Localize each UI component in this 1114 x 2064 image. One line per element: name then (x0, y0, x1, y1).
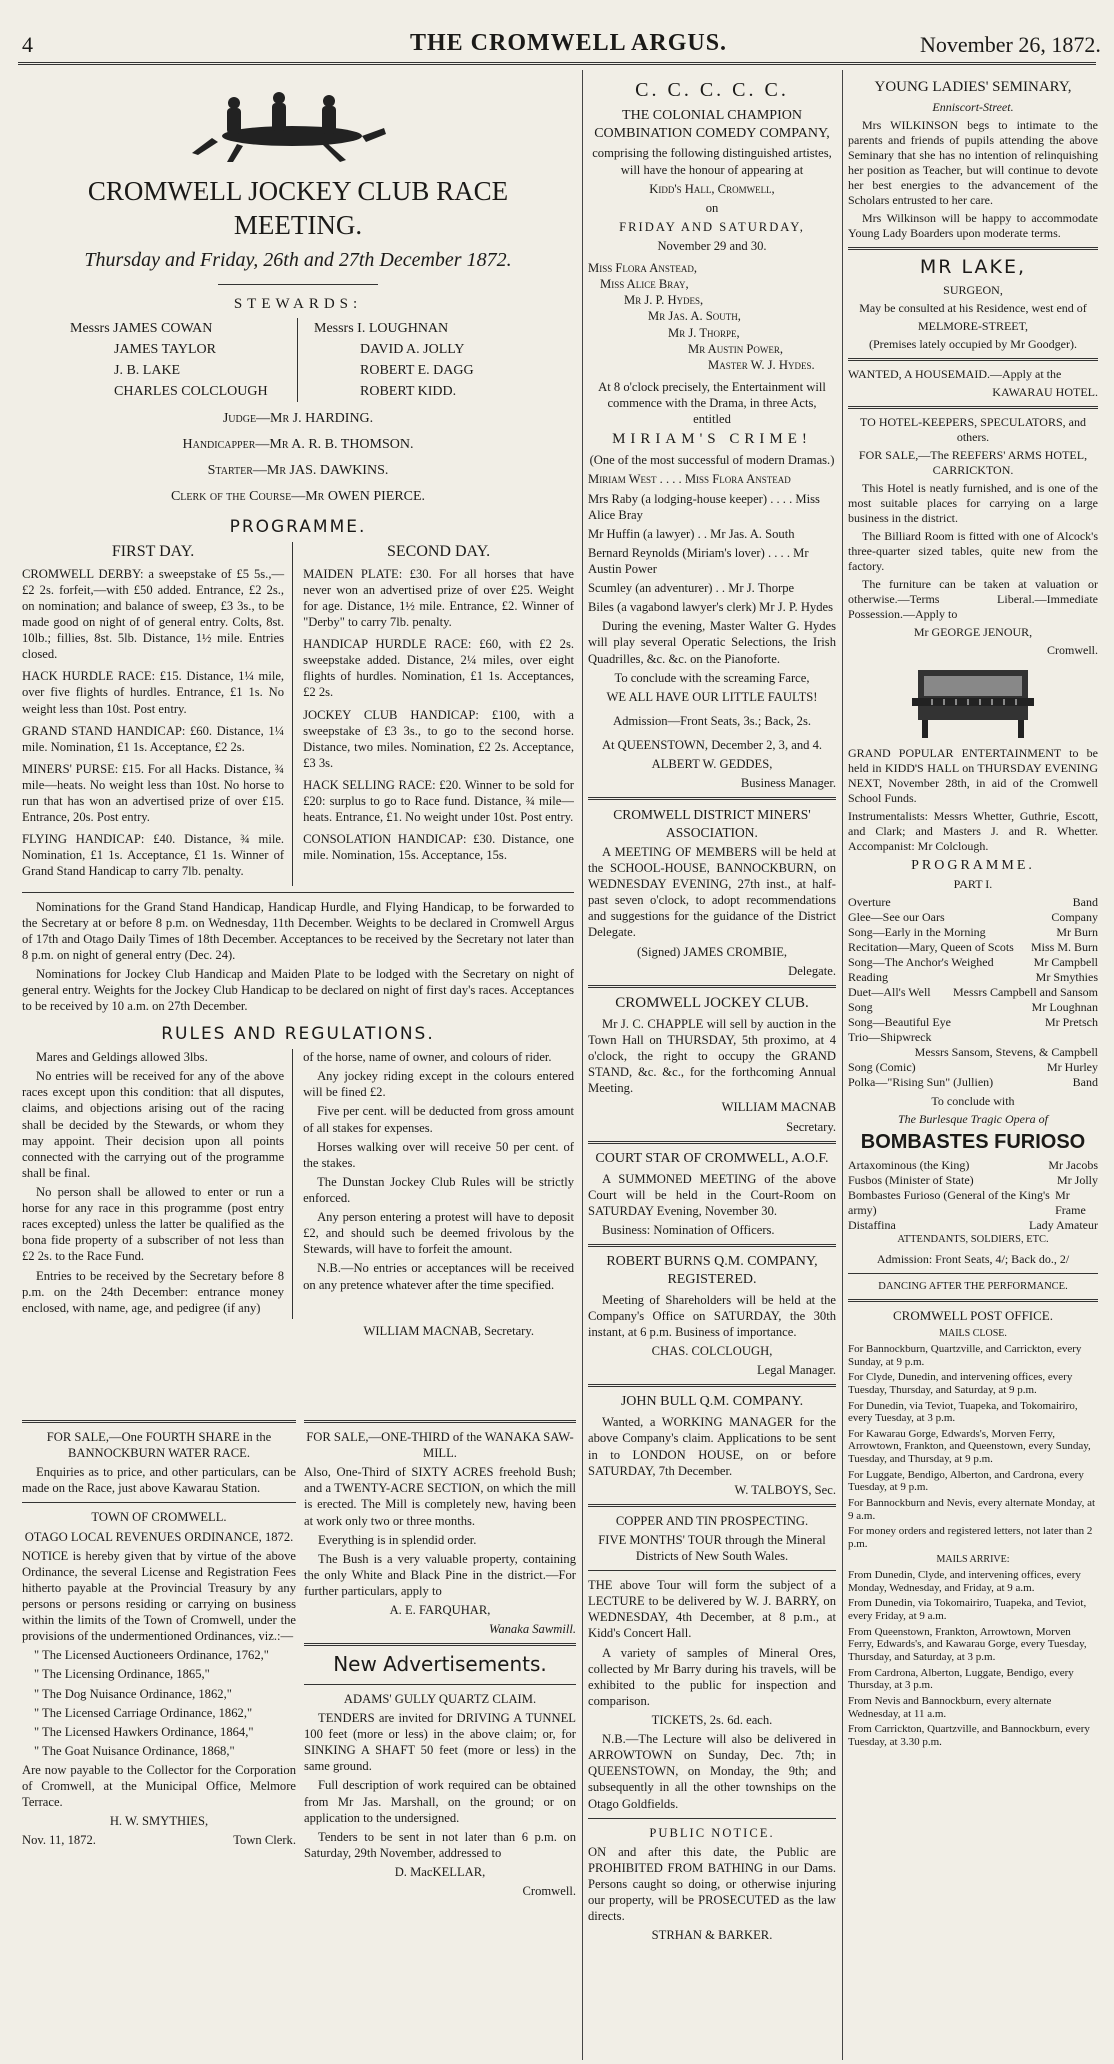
programme-items (848, 895, 1098, 1090)
seminary-body: Mrs WILKINSON begs to intimate to the parents and friends of pupils attending the above Seminary that she has no intention of relinquishing her position as Teacher, but will continue to devote her best energies to the advancement of the Scholars entrusted to her care. (848, 117, 1098, 207)
miners-title: CROMWELL DISTRICT MINERS' ASSOCIATION. (613, 807, 811, 840)
programme-item: Reading Mr Smythies (848, 970, 1098, 984)
adams-gully-text: Tenders to be sent in not later than 6 p.m. on Saturday, 29th November, addressed to (304, 1829, 576, 1860)
first-day (22, 542, 293, 885)
notice-body: NOTICE is hereby given that by virtue of the above Ordinance, the several License and Registration Fees hitherto payable at the Provincial Treasury by any persons or persons residing or carrying on business within the limits of the Town of Cromwell, under the provisions of the undermentioned Ordinances, viz.:— (22, 1548, 296, 1644)
role-line: Mr Huffin (a lawyer) . . Mr Jas. A. South (588, 526, 795, 541)
sawmill-signer: A. E. FARQUHAR, (389, 1603, 491, 1618)
role-line: Mrs Raby (a lodging-house keeper) . . . . Miss Alice Bray (588, 491, 820, 522)
mail-arrive-item: From Dunedin, via Tokomairiro, Tuapeka, and Teviot, every Friday, at 9 a.m. (848, 1597, 1087, 1623)
share-sale-body: Enquiries as to price, and other particulars, can be made on the Race, just above Kawarau Station. (22, 1465, 296, 1496)
race-item: HACK SELLING RACE: £20. Winner to be sold for £20: surplus to go to Race fund. Distance, ¾ mile—heats. Entrance, £1. No weight under 10st. Post entry. (303, 777, 574, 825)
rules-heading: RULES AND REGULATIONS. (161, 1024, 435, 1045)
mail-close-item: For Luggate, Bendigo, Alberton, and Cardrona, every Tuesday, at 9 p.m. (848, 1468, 1084, 1494)
programme-item: Duet—All's Well Messrs Campbell and Sansom (848, 985, 1098, 999)
drama-note: (One of the most successful of modern Dramas.) (589, 453, 835, 468)
official-handicapper: Handicapper—Mr A. R. B. THOMSON. (182, 436, 414, 452)
tin-tickets: TICKETS, 2s. 6d. each. (651, 1713, 773, 1728)
public-notice-title: PUBLIC NOTICE. (649, 1825, 775, 1840)
robert-burns-role: Legal Manager. (756, 1363, 836, 1378)
public-notice-signature: STRHAN & BARKER. (651, 1928, 773, 1943)
reefers-arms-text: This Hotel is neatly furnished, and is one of the most suitable places for carrying on a large business in the district. (848, 480, 1098, 525)
bottom-left-column (22, 1420, 296, 2060)
programme-item: Recitation—Mary, Queen of Scots Miss M. Burn (848, 940, 1098, 954)
mail-close-item: For Clyde, Dunedin, and intervening offices, every Tuesday, Thursday, and Saturday, at 9 p.m. (848, 1371, 1073, 1396)
programme-item: Trio—Shipwreck (848, 1030, 932, 1044)
cast-member: Mr J. Thorpe, (668, 325, 740, 340)
adams-gully-body: TENDERS are invited for DRIVING A TUNNEL 100 feet (more or less) in the above claim; or, for SINKING A SHAFT 50 feet (more or less) in the same ground. (304, 1711, 576, 1774)
new-advertisements-heading: New Advertisements. (333, 1652, 547, 1677)
mail-close-item: For Bannockburn and Nevis, every alternate Monday, at 9 a.m. (848, 1497, 1096, 1522)
sawmill-text: The Bush is a very valuable property, containing the only White and Black Pine in the district.—For further particulars, apply to (304, 1551, 576, 1598)
farce-intro: To conclude with the screaming Farce, (614, 670, 810, 685)
mr-lake-role: SURGEON, (943, 282, 1003, 297)
race-item: HACK HURDLE RACE: £15. Distance, 1¼ mile, over five flights of hurdles. Entrance, £1 1s. No weight less than 10st. Post entry. (22, 669, 285, 716)
nominations-text: Nominations for Jockey Club Handicap and Maiden Plate to be lodged with the Secretary on night of general entry. Weights for the Jockey Club Handicap to be declared on night of first day's races. Acceptances to be received by 10 a.m. on 27th December. (22, 967, 574, 1014)
venue: Kidd's Hall, Cromwell, (649, 181, 775, 196)
robert-burns-title: ROBERT BURNS Q.M. COMPANY, REGISTERED. (606, 1254, 818, 1287)
adams-gully-text: Full description of work required can be obtained from Mr Jas. Marshall, on the ground; or on application to the undersigned. (304, 1778, 576, 1825)
stewards-label: STEWARDS: (233, 295, 363, 312)
race-item: CONSOLATION HANDICAP: £30. Distance, one mile. Nomination, 15s. Acceptance, 15s. (303, 832, 574, 863)
company-body: comprising the following distinguished artistes, will have the honour of appearing at (592, 146, 832, 177)
seminary-title: YOUNG LADIES' SEMINARY, (874, 79, 1072, 95)
steward: Messrs JAMES COWAN (70, 320, 213, 336)
race-item: GRAND STAND HANDICAP: £60. Distance, 1¼ mile. Nomination, £1 1s. Acceptance, £2 2s. (22, 723, 285, 754)
court-star-title: COURT STAR OF CROMWELL, A.O.F. (595, 1150, 829, 1166)
entertainment-admission: Admission: Front Seats, 4/; Back do., 2/ (876, 1252, 1070, 1267)
programme-item: Song—The Anchor's Weighed Mr Campbell (848, 955, 1098, 969)
race-item: HANDICAP HURDLE RACE: £60, with £2 2s. sweepstake added. Distance, 2¼ miles, over eight flights of hurdles. Nomination, £1 1s. Acceptances, £2 2s. (303, 637, 574, 700)
court-star-business: Business: Nomination of Officers. (602, 1222, 775, 1237)
tin-nb: N.B.—The Lecture will also be delivered in ARROWTOWN on Sunday, Dec. 7th; in QUEENSTOWN, on Monday, the 9th; and subsequently in all the other townships on the Otago Goldfields. (588, 1732, 836, 1811)
town-title: TOWN OF CROMWELL. (91, 1510, 227, 1525)
ordinance-item: " The Licensed Hawkers Ordinance, 1864," (34, 1724, 254, 1739)
programme-item: Song—Early in the Morning Mr Burn (848, 925, 1098, 939)
bottom-middle-column (304, 1420, 576, 2060)
rule-text: Entries to be received by the Secretary before 8 p.m. on the 24th December: entrance money enclosed, with name, age, and pedigree (if any) (22, 1268, 285, 1315)
mail-arrive-item: From Cardrona, Alberton, Luggate, Bendigo, every Thursday, at 3 p.m. (848, 1666, 1074, 1692)
tin-prospecting-text: A variety of samples of Mineral Ores, collected by Mr Barry during his travels, will be exhibited to the public for inspection and comparison. (588, 1645, 836, 1708)
rule-text: Any person entering a protest will have to deposit £2, and should such be deemed frivolous by the Stewards, will have to forfeit the amount. (303, 1210, 574, 1257)
rule-text: Any jockey riding except in the colours entered will be fined £2. (303, 1069, 574, 1100)
evening-text: During the evening, Master Walter G. Hydes will play several Operatic Selections, the Irish Quadrilles, &c. &c. on the Pianoforte. (588, 619, 836, 666)
race-item: MAIDEN PLATE: £30. For all horses that have never won an advertised prize of over £25. Weight for age. Distance, 1½ mile. Entrance, £2. Winner of "Derby" to carry 7lb. penalty. (303, 566, 574, 629)
role-line: Miriam West . . . . Miss Flora Anstead (588, 472, 791, 487)
adams-gully-title: ADAMS' GULLY QUARTZ CLAIM. (343, 1691, 537, 1706)
seminary-text: Mrs Wilkinson will be happy to accommodate Young Lady Boarders upon moderate terms. (848, 210, 1098, 240)
steward: JAMES TAYLOR (114, 341, 216, 357)
notice-date: Nov. 11, 1872. (22, 1833, 96, 1848)
programme-item: Song—Beautiful Eye Mr Pretsch (848, 1015, 1098, 1029)
housemaid-hotel: KAWARAU HOTEL. (992, 384, 1098, 399)
robert-burns-signature: CHAS. COLCLOUGH, (651, 1344, 773, 1359)
cast-member: Mr Jas. A. South, (648, 309, 741, 324)
jockey-club-signature: WILLIAM MACNAB (721, 1100, 836, 1115)
manager-name: ALBERT W. GEDDES, (651, 757, 773, 772)
piano-illustration (848, 662, 1098, 742)
mr-lake-note: (Premises lately occupied by Mr Goodger). (869, 336, 1077, 351)
ordinance-title: OTAGO LOCAL REVENUES ORDINANCE, 1872. (24, 1529, 294, 1544)
share-sale-title: FOR SALE,—One FOURTH SHARE in the BANNOCKBURN WATER RACE. (46, 1430, 272, 1461)
ordinance-item: " The Goat Nuisance Ordinance, 1868," (34, 1743, 235, 1758)
race-meeting-section (22, 78, 574, 1418)
role-line: Scumley (an adventurer) . . Mr J. Thorpe (588, 581, 795, 596)
miners-signature: (Signed) JAMES CROMBIE, (636, 944, 788, 959)
miners-role: Delegate. (788, 963, 836, 978)
rule-text: Horses walking over will receive 50 per cent. of the stakes. (303, 1139, 574, 1170)
public-notice-body: ON and after this date, the Public are PROHIBITED FROM BATHING in our Dams. Persons caught so doing, or otherwise injuring our property, will be PROSECUTED as the law directs. (588, 1844, 836, 1924)
race-item: JOCKEY CLUB HANDICAP: £100, with a sweepstake of £3 3s., to go to the second horse. Distance, two miles. Nomination, £2 2s. Acceptance, £3 3s. (303, 707, 574, 770)
second-day (303, 542, 574, 885)
steward: Messrs I. LOUGHNAN (314, 320, 449, 336)
cast-list (588, 260, 836, 373)
opera-cast-item: Bombastes Furioso (General of the King's army) Mr Frame (848, 1188, 1086, 1217)
rule-text: N.B.—No entries or acceptances will be received on any pretence whatever after the time specified. (303, 1261, 574, 1292)
seminary-address: Enniscort-Street. (932, 99, 1014, 114)
town-clerk-name: H. W. SMYTHIES, (109, 1814, 209, 1829)
tin-prospecting-body: THE above Tour will form the subject of a LECTURE to be delivered by W. J. BARRY, on WEDNESDAY, 4th December, at 8 p.m., at Kidd's Concert Hall. (588, 1578, 836, 1641)
mail-arrive-item: From Queenstown, Frankton, Arrowtown, Morven Ferry, Edwards's, and Kawarau Gorge, every Tuesday, Thursday, and Saturday, at 3 p.m. (848, 1625, 1087, 1663)
dancing-note: DANCING AFTER THE PERFORMANCE. (878, 1281, 1068, 1293)
john-bull-signature: W. TALBOYS, Sec. (734, 1482, 836, 1497)
newspaper-title: THE CROMWELL ARGUS. (410, 30, 728, 56)
cast-member: Mr J. P. Hydes, (624, 293, 704, 308)
mail-close-item: For Bannockburn, Quartzville, and Carrickton, every Sunday, at 9 p.m. (848, 1343, 1082, 1368)
ordinance-item: " The Licensing Ordinance, 1865," (34, 1667, 210, 1682)
masthead-rule (18, 62, 1096, 65)
cast-member: Mr Austin Power, (688, 341, 784, 356)
programme-item: Overture Band (848, 895, 1098, 909)
burlesque-text: The Burlesque Tragic Opera of (898, 1112, 1048, 1126)
reefers-arms-signer: Mr GEORGE JENOUR, (913, 624, 1033, 639)
opera-cast-item: Artaxominous (the King) Mr Jacobs (848, 1158, 1098, 1172)
steward: ROBERT E. DAGG (360, 362, 474, 378)
rule-text: The Dunstan Jockey Club Rules will be strictly enforced. (303, 1174, 574, 1205)
opera-cast-item: Distaffina Lady Amateur (848, 1218, 1098, 1232)
ordinance-item: " The Licensed Carriage Ordinance, 1862," (34, 1705, 253, 1720)
ordinance-item: " The Dog Nuisance Ordinance, 1862," (34, 1686, 232, 1701)
post-office-title: CROMWELL POST OFFICE. (893, 1308, 1053, 1324)
sawmill-text: Everything is in splendid order. (318, 1532, 477, 1547)
programme-item: Glee—See our Oars Company (848, 910, 1098, 924)
cast-member: Miss Alice Bray, (600, 277, 689, 292)
notice-tail: Are now payable to the Collector for the Corporation of Cromwell, at the Municipal Office, Melmore Terrace. (22, 1762, 296, 1810)
role-line: Biles (a vagabond lawyer's clerk) Mr J. P. Hydes (588, 600, 833, 615)
programme-heading: PROGRAMME. (229, 517, 367, 538)
steward: DAVID A. JOLLY (360, 341, 465, 357)
john-bull-title: JOHN BULL Q.M. COMPANY. (620, 1394, 804, 1410)
mr-lake-title: MR LAKE, (919, 255, 1027, 278)
reefers-arms-title: FOR SALE,—The REEFERS' ARMS HOTEL, CARRICKTON. (858, 447, 1088, 477)
programme-item: Song (Comic) Mr Hurley (848, 1060, 1098, 1074)
rule-text: Mares and Geldings allowed 3lbs. (36, 1050, 208, 1065)
adams-gully-signer: D. MacKELLAR, (394, 1865, 486, 1879)
reefers-arms-text: The furniture can be taken at valuation or otherwise.—Terms Liberal.—Immediate Possession.—Apply to (848, 576, 1098, 621)
rule-text: No entries will be received for any of the above races except upon this condition: that all disputes, claims, and objections arising out of the racing shall be decided by the Stewards, or whom they may appoint. Their decision upon all points connected with the carrying out of the programme shall be final. (22, 1069, 285, 1180)
race-title: CROMWELL JOCKEY CLUB RACE MEETING. (87, 176, 509, 240)
column-four (848, 78, 1098, 2058)
court-star-body: A SUMMONED MEETING of the above Court will be held in the Court-Room on SATURDAY Evening, November 30. (588, 1171, 836, 1218)
column-divider (582, 70, 583, 2060)
day-label: SECOND DAY. (386, 543, 491, 561)
steward: ROBERT KIDD. (360, 383, 457, 399)
race-days (22, 542, 574, 885)
company-title: THE COLONIAL CHAMPION COMBINATION COMEDY COMPANY, (594, 107, 830, 141)
grand-entertainment-title: GRAND POPULAR ENTERTAINMENT to be held in KIDD'S HALL on THURSDAY EVENING NEXT, November 28th, in aid of the Cromwell School Funds. (848, 745, 1098, 805)
official-judge: Judge—Mr J. HARDING. (222, 410, 374, 426)
steward: CHARLES COLCLOUGH (114, 383, 268, 399)
hotel-keepers-title: TO HOTEL-KEEPERS, SPECULATORS, and others. (860, 414, 1086, 444)
tin-prospecting-title: COPPER AND TIN PROSPECTING. (615, 1513, 809, 1528)
attendants: ATTENDANTS, SOLDIERS, ETC. (897, 1234, 1049, 1245)
column-three (588, 78, 836, 2058)
john-bull-body: Wanted, a WORKING MANAGER for the above Company's claim. Applications to be sent in to LONDON HOUSE, on or before SATURDAY, 7th December. (588, 1415, 836, 1478)
official-clerk: Clerk of the Course—Mr OWEN PIERCE. (170, 488, 426, 504)
mail-arrive-item: From Nevis and Bannockburn, every alternate Wednesday, at 11 a.m. (848, 1694, 1052, 1720)
nominations-text: Nominations for the Grand Stand Handicap, Handicap Hurdle, and Flying Handicap, to be forwarded to the Secretary at or before 8 p.m. on Wednesday, 11th December. Weights to be declared in Cromwell Argus of 17th and Otago Daily Times of 18th December. Acceptances to be received by the Secretary not later than 8 p.m. on night of general entry (Dec. 24). (22, 899, 574, 962)
opera-cast-item: Fusbos (Minister of State) Mr Jolly (848, 1173, 1098, 1187)
column-divider (842, 70, 843, 2060)
tin-prospecting-sub: FIVE MONTHS' TOUR through the Mineral Districts of New South Wales. (598, 1532, 826, 1564)
jockey-club-role: Secretary. (786, 1119, 836, 1134)
ordinance-item: " The Licensed Auctioneers Ordinance, 1762," (34, 1648, 269, 1663)
jockey-club-body: Mr J. C. CHAPPLE will sell by auction in the Town Hall on THURSDAY, 5th proximo, at 4 o'clock, the right to occupy the GRAND STAND, &c. &c., for the forthcoming Annual Meeting. (588, 1016, 836, 1096)
sawmill-place: Wanaka Sawmill. (489, 1622, 576, 1637)
rule-text: No person shall be allowed to enter or run a horse for any race in this programme (post entry races excepted) unless the latter be qualified as the bona fide property of a subscriber of not less than £2 2s. to the Race Fund. (22, 1184, 285, 1264)
performance-days: FRIDAY AND SATURDAY, (619, 219, 805, 234)
masthead (0, 0, 1114, 62)
mail-close-item: For Dunedin, via Teviot, Tuapeka, and Tokomairiro, every Tuesday, at 3 p.m. (848, 1399, 1078, 1425)
miners-body: A MEETING OF MEMBERS will be held at the SCHOOL-HOUSE, BANNOCKBURN, on WEDNESDAY EVENING, 27th inst., at half-past seven o'clock, to adopt recommendations and suggestions for the guidance of the District Delegate. (588, 844, 836, 940)
secretary-signature: WILLIAM MACNAB, Secretary. (363, 1323, 534, 1338)
day-label: FIRST DAY. (111, 543, 195, 561)
conclude-text: To conclude with (931, 1094, 1015, 1108)
programme-item: Messrs Sansom, Stevens, & Campbell (914, 1045, 1098, 1059)
queenstown-dates: At QUEENSTOWN, December 2, 3, and 4. (601, 737, 823, 752)
steward: J. B. LAKE (114, 362, 181, 378)
adams-gully-place: Cromwell. (522, 1884, 576, 1899)
rules (22, 1049, 574, 1319)
race-item: FLYING HANDICAP: £40. Distance, ¾ mile. Nomination, £1 1s. Acceptance, £1 1s. Winner of Grand Stand Handicap to carry 7lb. penalty. (22, 832, 285, 879)
admission: Admission—Front Seats, 3s.; Back, 2s. (612, 713, 811, 728)
mr-lake-body: May be consulted at his Residence, west end of (859, 300, 1087, 315)
housemaid-wanted: WANTED, A HOUSEMAID.—Apply at the (848, 366, 1062, 381)
town-clerk-role: Town Clerk. (233, 1833, 296, 1848)
rule-text: Five per cent. will be deducted from gross amount of all stakes for expenses. (303, 1104, 574, 1135)
issue-date: November 26, 1872. (920, 32, 1101, 57)
sawmill-body: Also, One-Third of SIXTY ACRES freehold Bush; and a TWENTY-ACRE SECTION, on which the mill is erected. The Mill is completely new, having been at work only two or three months. (304, 1465, 576, 1528)
mr-lake-street: MELMORE-STREET, (917, 318, 1029, 333)
mails-close-label: MAILS CLOSE. (939, 1327, 1007, 1339)
programme-item: Polka—"Rising Sun" (Jullien) Band (848, 1075, 1098, 1089)
mails-arrive-label: MAILS ARRIVE: (936, 1553, 1010, 1565)
instrumentalists: Instrumentalists: Messrs Whetter, Guthrie, Escott, and Clark; and Masters J. and R. Whetter. Accompanist: Mr Colclough. (848, 808, 1098, 853)
manager-role: Business Manager. (740, 776, 836, 791)
racehorses-illustration (22, 78, 574, 168)
cast-member: Miss Flora Anstead, (588, 261, 698, 276)
mail-arrive-item: From Carrickton, Quartzville, and Bannockburn, every Tuesday, at 3.30 p.m. (848, 1723, 1090, 1748)
jockey-club-title: CROMWELL JOCKEY CLUB. (615, 994, 809, 1011)
mail-close-item: For Kawarau Gorge, Edwards's, Morven Ferry, Arrowtown, Frankton, and Queenstown, every Sunday, Tuesday, and Thursday, at 9 p.m. (848, 1427, 1091, 1466)
opening-text: At 8 o'clock precisely, the Entertainment will commence with the Drama, in three Acts, entitled (598, 379, 826, 427)
role-line: Bernard Reynolds (Miriam's lover) . . . . Mr Austin Power (588, 545, 809, 576)
official-starter: Starter—Mr JAS. DAWKINS. (207, 462, 389, 478)
part-label: PART I. (953, 877, 993, 891)
race-item: CROMWELL DERBY: a sweepstake of £5 5s.,—£2 2s. forfeit,—with £50 added. Entrance, £2 2s., on nomination; and balance of sweep, £3 3s., to be made good on night of of general entry. Colts, 8st. 10lb.; fillies, 8st. 5lb. Distance, 1½ mile. Entries closed. (22, 566, 285, 662)
reefers-arms-place: Cromwell. (1047, 642, 1098, 657)
sawmill-title: FOR SALE,—ONE-THIRD of the WANAKA SAW-MILL. (306, 1430, 574, 1461)
performance-date: November 29 and 30. (657, 238, 767, 253)
venue-on: on (705, 200, 719, 215)
reefers-arms-text: The Billiard Room is fitted with one of Alcock's three-quarter sized tables, quite new from the factory. (848, 528, 1098, 573)
race-item: MINERS' PURSE: £15. For all Hacks. Distance, ¾ mile—heats. No weight less than 10st. No horse to run that has won an advertised prize of over £15. Entrance, 20s. Post entry. (22, 761, 285, 825)
cast-member: Master W. J. Hydes. (708, 357, 815, 372)
farce-title: WE ALL HAVE OUR LITTLE FAULTS! (606, 689, 818, 704)
mail-arrive-item: From Dunedin, Clyde, and intervening offices, every Monday, Wednesday, and Friday, at 9 a.m. (848, 1569, 1081, 1594)
cccc-heading: C. C. C. C. C. (635, 79, 789, 101)
drama-title: MIRIAM'S CRIME! (612, 431, 812, 448)
bombastes-title: BOMBASTES FURIOSO (860, 1131, 1086, 1153)
stewards-list (22, 318, 574, 402)
ornament-rule (218, 284, 378, 285)
race-dates: Thursday and Friday, 26th and 27th December 1872. (84, 249, 512, 271)
programme-label: PROGRAMME. (911, 857, 1035, 873)
mail-close-item: For money orders and registered letters, not later than 2 p.m. (848, 1525, 1093, 1550)
programme-item: Song Mr Loughnan (848, 1000, 1098, 1014)
page-number: 4 (22, 32, 33, 57)
rule-text: of the horse, name of owner, and colours of rider. (303, 1050, 552, 1065)
robert-burns-body: Meeting of Shareholders will be held at the Company's Office on SATURDAY, the 30th instant, at 6 p.m. Business of importance. (588, 1292, 836, 1340)
